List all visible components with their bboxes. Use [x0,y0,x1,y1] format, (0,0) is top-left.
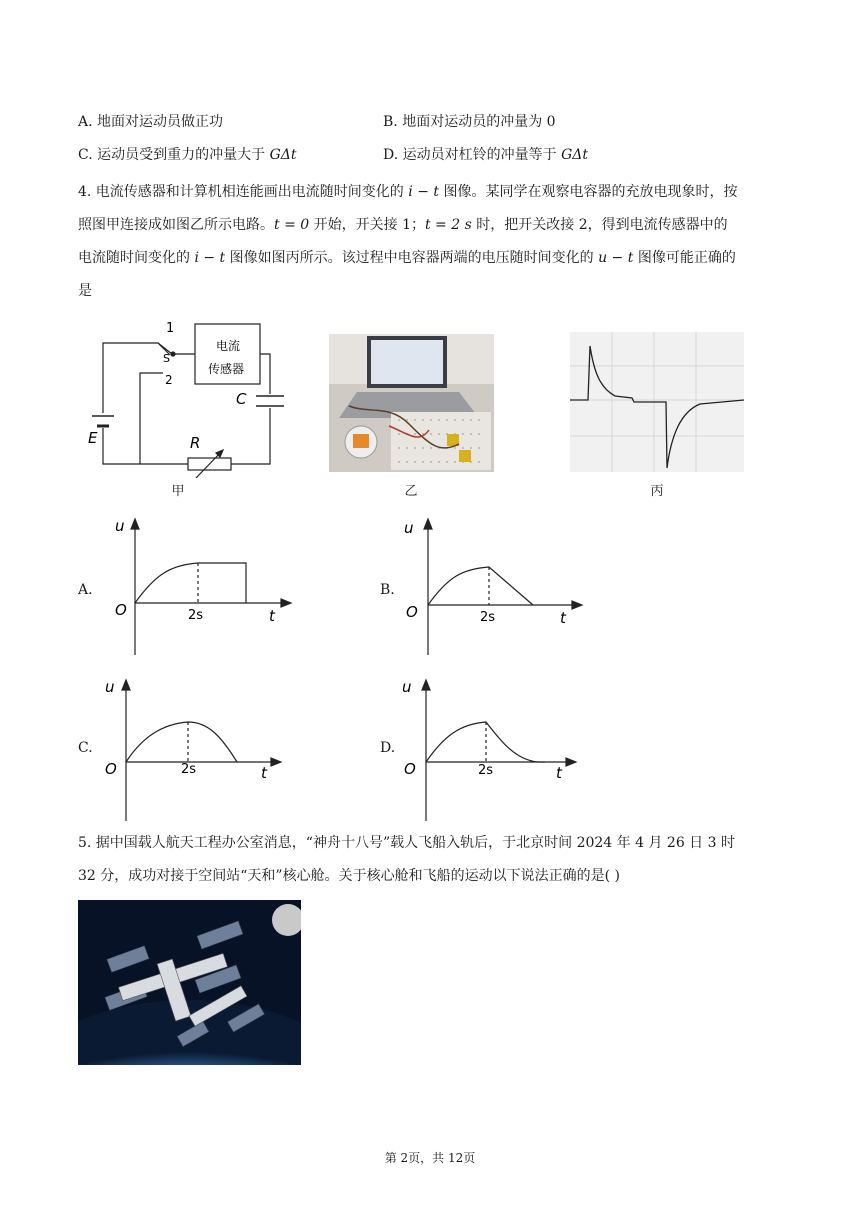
curve [126,722,237,762]
q4-text: 开始，开关接 1； [309,217,425,233]
q4-math: t = 2 s [424,217,472,233]
q4-text: 电流随时间变化的 [78,250,195,266]
switch-label: S [163,352,170,365]
q4-math: i − t [194,250,226,266]
tick-2s: 2s [480,610,496,625]
y-axis-label: u [402,678,412,696]
q3-option-d-text: D. 运动员对杠铃的冲量等于 [383,147,562,163]
battery-label: E [88,429,98,447]
option-c-graph [103,676,298,821]
q4-text: 时，把开关改接 2，得到电流传感器中的 [471,217,728,233]
q4-text: 图像可能正确的 [633,250,736,266]
q3-option-c [78,145,297,165]
q4-text: 图像如图丙所示。该过程中电容器两端的电压随时间变化的 [225,250,599,266]
fig-caption-yi: 乙 [404,484,418,499]
space-station-image [78,900,301,1065]
tick-2s: 2s [181,762,197,777]
y-axis-label: u [105,678,115,696]
q4-option-a-label: A. [78,582,93,598]
q3-option-c-text: C. 运动员受到重力的冲量大于 [78,147,270,163]
q4-math: i − t [408,184,439,200]
capacitor-label: C [236,390,247,408]
switch-contact-1 [170,351,175,356]
switch-pos-2-label: 2 [165,373,173,387]
q3-option-b: B. 地面对运动员的冲量为 0 [383,114,556,130]
current-time-graph [570,332,744,472]
x-axis-label: t [261,764,267,782]
curve [135,563,246,603]
sensor-label-1: 电流 [216,339,241,353]
wire-contact-2 [140,373,163,464]
circuit-diagram [88,318,288,478]
q3-option-d-math: GΔt [561,147,588,163]
component [459,450,471,462]
q4-stem-line-1 [78,182,783,202]
x-axis-label: t [269,607,275,625]
origin-label: O [115,601,127,619]
wire-top-left [103,343,170,413]
q3-option-c-math: GΔt [269,147,297,163]
q4-option-b-label: B. [380,582,395,598]
switch-pos-1-label: 1 [166,321,175,336]
y-axis-label: u [404,519,414,537]
q4-option-c-label: C. [78,740,93,756]
q4-text: 照图甲连接成如图乙所示电路。 [78,217,274,233]
origin-label: O [404,760,416,778]
origin-label: O [105,760,117,778]
fig-caption-jia: 甲 [171,484,185,499]
tick-2s: 2s [188,608,204,623]
q3-option-a: A. 地面对运动员做正功 [78,114,224,130]
q4-stem-line-3 [78,248,783,268]
q4-option-d-label: D. [380,740,396,756]
q4-text: 4. 电流传感器和计算机相连能画出电流随时间变化的 [78,184,409,200]
x-axis-label: t [556,764,562,782]
q4-text: 图像。某同学在观察电容器的充放电现象时，按 [439,184,738,200]
resistor-label: R [190,434,201,452]
q4-math: u − t [598,250,634,266]
origin-label: O [406,603,418,621]
q5-stem-line-2: 32 分，成功对接于空间站“天和”核心舱。关于核心舱和飞船的运动以下说法正确的是( ) [78,868,620,884]
q3-option-d [383,145,588,165]
fig-caption-bing: 丙 [650,484,664,499]
sensor-label-2: 传感器 [208,362,245,376]
experiment-photo [329,334,494,472]
option-a-graph [105,515,300,655]
q4-stem-line-4: 是 [78,283,92,299]
page-footer: 第 2页，共 12页 [384,1151,476,1165]
x-axis-label: t [560,609,566,627]
q4-math: t = 0 [274,217,310,233]
q5-stem-line-1: 5. 据中国载人航天工程办公室消息，“神舟十八号”载人飞船入轨后，于北京时间 2024 年 4 月 26 日 3 时 [78,835,735,851]
option-d-graph [400,676,595,821]
q4-stem-line-2 [78,215,783,235]
y-axis-label: u [115,517,125,535]
option-b-graph [400,515,595,655]
curve [428,567,533,605]
tick-2s: 2s [478,763,494,778]
